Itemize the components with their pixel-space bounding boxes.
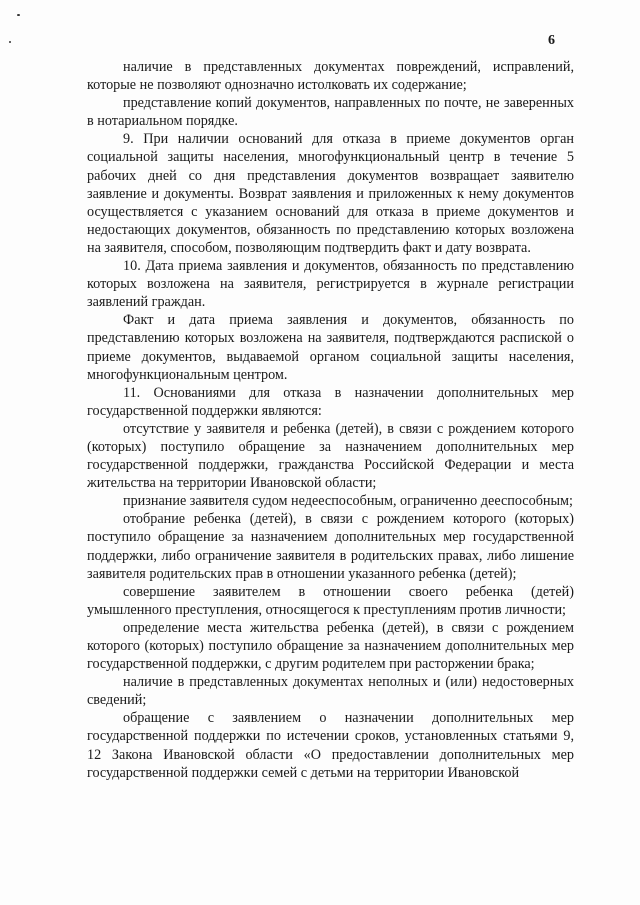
scan-speck [9, 41, 11, 43]
paragraph-child-removal: отобрание ребенка (детей), в связи с рождением которого (которых) поступило обращение за назначением дополнительных мер государственной поддержки, либо ограничение заявителя в родительских правах, либо лишение заявителя родительских прав в отношении указанного ребенка (детей); [87, 511, 574, 582]
document-body [87, 58, 574, 782]
paragraph-residence: определение места жительства ребенка (детей), в связи с рождением которого (которых) поступило обращение за назначением дополнительных мер государственной поддержки, с другим родителем при расторжении брака; [87, 619, 574, 673]
paragraph-item-11: 11. Основаниями для отказа в назначении дополнительных мер государственной поддержки являются: [87, 384, 574, 419]
paragraph-incapacity: признание заявителя судом недееспособным, ограниченно дееспособным; [123, 493, 573, 510]
paragraph-copies-by-mail: представление копий документов, направленных по почте, не заверенных в нотариальном порядке. [87, 95, 574, 130]
page-number: 6 [548, 33, 555, 48]
paragraph-incomplete-info: наличие в представленных документах неполных и (или) недостоверных сведений; [87, 674, 574, 709]
scan-speck [17, 14, 20, 16]
paragraph-defects: наличие в представленных документах повреждений, исправлений, которые не позволяют однозначно истолковать их содержание; [87, 59, 574, 94]
paragraph-receipt: Факт и дата приема заявления и документов, обязанность по представлению которых возложена на заявителя, подтверждаются распиской о приеме документов, выдаваемой органом социальной защиты населения, многофункциональным центром. [87, 312, 574, 383]
paragraph-item-10: 10. Дата приема заявления и документов, обязанность по представлению которых возложена на заявителя, регистрируется в журнале регистрации заявлений граждан. [87, 258, 574, 311]
paragraph-item-9: 9. При наличии оснований для отказа в приеме документов орган социальной защиты населения, многофункциональный центр в течение 5 рабочих дней со дня представления документов возвращает заявителю заявление и документы. Возврат заявления и приложенных к нему документов осуществляется с указанием оснований для отказа в приеме документов и недостающих документов, обязанность по представлению которых возложена на заявителя, способом, позволяющим подтвердить факт и дату возврата. [87, 131, 574, 256]
paragraph-crime: совершение заявителем в отношении своего ребенка (детей) умышленного преступления, относящегося к преступлениям против личности; [87, 583, 574, 618]
paragraph-deadline: обращение с заявлением о назначении дополнительных мер государственной поддержки по истечении сроков, установленных статьями 9, 12 Закона Ивановской области «О предоставлении дополнительных мер государственной поддержки семей с детьми на территории Ивановской [87, 710, 574, 781]
paragraph-no-citizenship: отсутствие у заявителя и ребенка (детей), в связи с рождением которого (которых) поступило обращение за назначением дополнительных мер государственной поддержки, гражданства Российской Федерации и места жительства на территории Ивановской области; [87, 420, 574, 492]
